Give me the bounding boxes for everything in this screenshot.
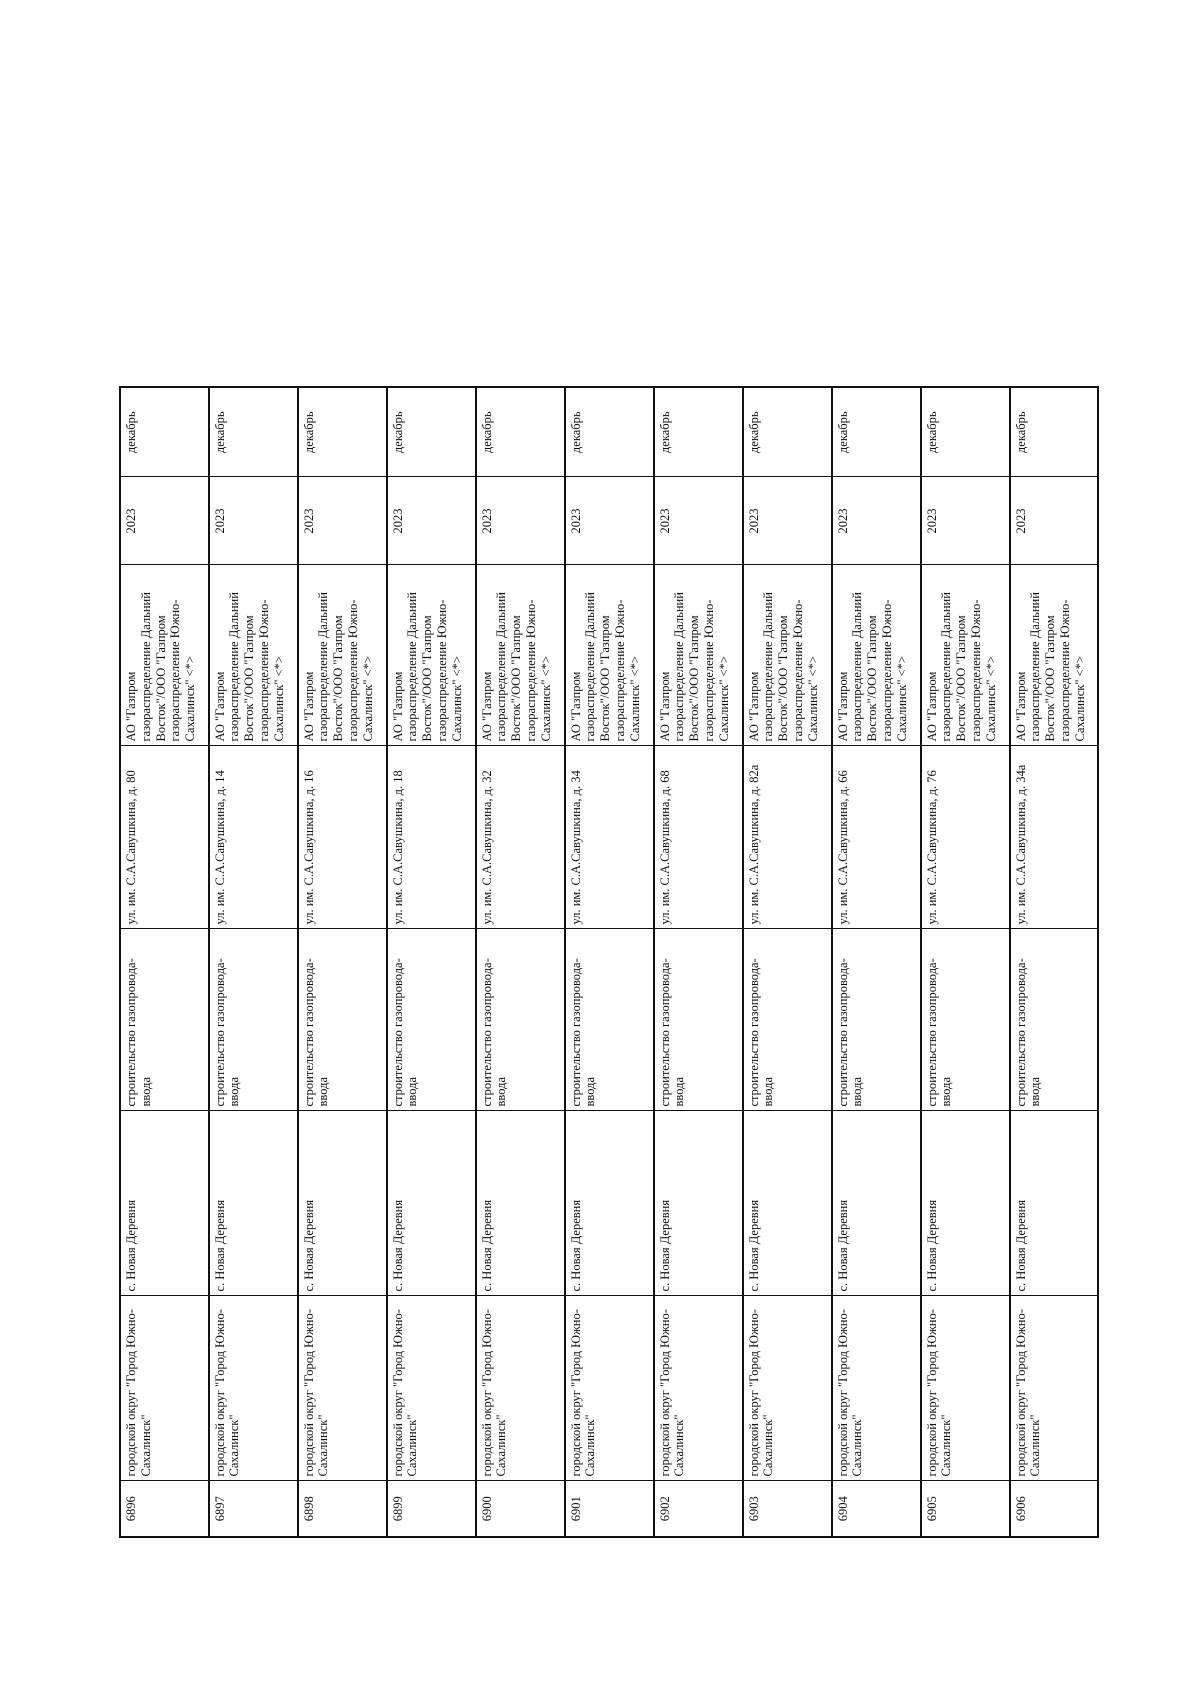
- municipality-cell: городской округ "Город Южно-Сахалинск": [476, 1296, 564, 1481]
- organization-cell: АО "Газпром газораспределение Дальний Восток"/ООО "Газпром газораспределение Южно-Сахалинск" <*>: [298, 565, 386, 746]
- row-number: 6905: [921, 1481, 1009, 1537]
- year-cell: 2023: [743, 477, 831, 565]
- work-type-cell: строительство газопровода-ввода: [209, 929, 297, 1111]
- municipality-cell: городской округ "Город Южно-Сахалинск": [209, 1296, 297, 1481]
- month-cell: декабрь: [209, 387, 297, 477]
- settlement-cell: с. Новая Деревня: [832, 1111, 920, 1296]
- address-cell: ул. им. С.А.Савушкина, д. 66: [832, 746, 920, 929]
- municipality-cell: городской округ "Город Южно-Сахалинск": [387, 1296, 475, 1481]
- row-number: 6896: [120, 1481, 208, 1537]
- year-cell: 2023: [298, 477, 386, 565]
- work-type-cell: строительство газопровода-ввода: [654, 929, 742, 1111]
- municipality-cell: городской округ "Город Южно-Сахалинск": [120, 1296, 208, 1481]
- settlement-cell: с. Новая Деревня: [921, 1111, 1009, 1296]
- settlement-cell: с. Новая Деревня: [654, 1111, 742, 1296]
- work-type-cell: строительство газопровода-ввода: [1010, 929, 1098, 1111]
- row-number: 6903: [743, 1481, 831, 1537]
- rotated-table-container: [119, 388, 1088, 1538]
- month-cell: декабрь: [654, 387, 742, 477]
- year-cell: 2023: [921, 477, 1009, 565]
- year-cell: 2023: [120, 477, 208, 565]
- year-cell: 2023: [476, 477, 564, 565]
- work-type-cell: строительство газопровода-ввода: [565, 929, 653, 1111]
- table-row: [832, 387, 920, 1537]
- table-row: [921, 387, 1009, 1537]
- month-cell: декабрь: [1010, 387, 1098, 477]
- organization-cell: АО "Газпром газораспределение Дальний Восток"/ООО "Газпром газораспределение Южно-Сахалинск" <*>: [209, 565, 297, 746]
- table-row: [654, 387, 742, 1537]
- year-cell: 2023: [209, 477, 297, 565]
- address-cell: ул. им. С.А.Савушкина, д. 80: [120, 746, 208, 929]
- month-cell: декабрь: [921, 387, 1009, 477]
- year-cell: 2023: [654, 477, 742, 565]
- table-row: [565, 387, 653, 1537]
- address-cell: ул. им. С.А.Савушкина, д. 34: [565, 746, 653, 929]
- address-cell: ул. им. С.А.Савушкина, д. 14: [209, 746, 297, 929]
- municipality-cell: городской округ "Город Южно-Сахалинск": [743, 1296, 831, 1481]
- settlement-cell: с. Новая Деревня: [565, 1111, 653, 1296]
- work-type-cell: строительство газопровода-ввода: [921, 929, 1009, 1111]
- municipality-cell: городской округ "Город Южно-Сахалинск": [921, 1296, 1009, 1481]
- settlement-cell: с. Новая Деревня: [387, 1111, 475, 1296]
- municipality-cell: городской округ "Город Южно-Сахалинск": [1010, 1296, 1098, 1481]
- month-cell: декабрь: [743, 387, 831, 477]
- organization-cell: АО "Газпром газораспределение Дальний Восток"/ООО "Газпром газораспределение Южно-Сахалинск" <*>: [832, 565, 920, 746]
- row-number: 6901: [565, 1481, 653, 1537]
- year-cell: 2023: [565, 477, 653, 565]
- row-number: 6906: [1010, 1481, 1098, 1537]
- municipality-cell: городской округ "Город Южно-Сахалинск": [832, 1296, 920, 1481]
- table-row: [298, 387, 386, 1537]
- year-cell: 2023: [1010, 477, 1098, 565]
- month-cell: декабрь: [832, 387, 920, 477]
- settlement-cell: с. Новая Деревня: [476, 1111, 564, 1296]
- organization-cell: АО "Газпром газораспределение Дальний Восток"/ООО "Газпром газораспределение Южно-Сахалинск" <*>: [654, 565, 742, 746]
- work-type-cell: строительство газопровода-ввода: [387, 929, 475, 1111]
- organization-cell: АО "Газпром газораспределение Дальний Восток"/ООО "Газпром газораспределение Южно-Сахалинск" <*>: [120, 565, 208, 746]
- organization-cell: АО "Газпром газораспределение Дальний Восток"/ООО "Газпром газораспределение Южно-Сахалинск" <*>: [476, 565, 564, 746]
- organization-cell: АО "Газпром газораспределение Дальний Восток"/ООО "Газпром газораспределение Южно-Сахалинск" <*>: [565, 565, 653, 746]
- organization-cell: АО "Газпром газораспределение Дальний Восток"/ООО "Газпром газораспределение Южно-Сахалинск" <*>: [1010, 565, 1098, 746]
- municipality-cell: городской округ "Город Южно-Сахалинск": [565, 1296, 653, 1481]
- address-cell: ул. им. С.А.Савушкина, д. 68: [654, 746, 742, 929]
- address-cell: ул. им. С.А.Савушкина, д. 82а: [743, 746, 831, 929]
- address-cell: ул. им. С.А.Савушкина, д. 76: [921, 746, 1009, 929]
- table-row: [209, 387, 297, 1537]
- municipality-cell: городской округ "Город Южно-Сахалинск": [654, 1296, 742, 1481]
- table-row: [120, 387, 208, 1537]
- month-cell: декабрь: [120, 387, 208, 477]
- settlement-cell: с. Новая Деревня: [298, 1111, 386, 1296]
- gasification-schedule-table: [119, 386, 1099, 1538]
- settlement-cell: с. Новая Деревня: [1010, 1111, 1098, 1296]
- organization-cell: АО "Газпром газораспределение Дальний Восток"/ООО "Газпром газораспределение Южно-Сахалинск" <*>: [387, 565, 475, 746]
- table-row: [743, 387, 831, 1537]
- row-number: 6900: [476, 1481, 564, 1537]
- work-type-cell: строительство газопровода-ввода: [832, 929, 920, 1111]
- month-cell: декабрь: [387, 387, 475, 477]
- table-row: [387, 387, 475, 1537]
- table-row: [476, 387, 564, 1537]
- work-type-cell: строительство газопровода-ввода: [120, 929, 208, 1111]
- settlement-cell: с. Новая Деревня: [743, 1111, 831, 1296]
- month-cell: декабрь: [476, 387, 564, 477]
- row-number: 6897: [209, 1481, 297, 1537]
- work-type-cell: строительство газопровода-ввода: [743, 929, 831, 1111]
- row-number: 6898: [298, 1481, 386, 1537]
- settlement-cell: с. Новая Деревня: [209, 1111, 297, 1296]
- settlement-cell: с. Новая Деревня: [120, 1111, 208, 1296]
- year-cell: 2023: [387, 477, 475, 565]
- organization-cell: АО "Газпром газораспределение Дальний Восток"/ООО "Газпром газораспределение Южно-Сахалинск" <*>: [743, 565, 831, 746]
- organization-cell: АО "Газпром газораспределение Дальний Восток"/ООО "Газпром газораспределение Южно-Сахалинск" <*>: [921, 565, 1009, 746]
- row-number: 6902: [654, 1481, 742, 1537]
- address-cell: ул. им. С.А.Савушкина, д. 32: [476, 746, 564, 929]
- year-cell: 2023: [832, 477, 920, 565]
- address-cell: ул. им. С.А.Савушкина, д. 34а: [1010, 746, 1098, 929]
- table-row: [1010, 387, 1098, 1537]
- address-cell: ул. им. С.А.Савушкина, д. 18: [387, 746, 475, 929]
- municipality-cell: городской округ "Город Южно-Сахалинск": [298, 1296, 386, 1481]
- row-number: 6904: [832, 1481, 920, 1537]
- row-number: 6899: [387, 1481, 475, 1537]
- month-cell: декабрь: [565, 387, 653, 477]
- work-type-cell: строительство газопровода-ввода: [298, 929, 386, 1111]
- table-body: [120, 387, 1098, 1537]
- month-cell: декабрь: [298, 387, 386, 477]
- address-cell: ул. им. С.А.Савушкина, д. 16: [298, 746, 386, 929]
- work-type-cell: строительство газопровода-ввода: [476, 929, 564, 1111]
